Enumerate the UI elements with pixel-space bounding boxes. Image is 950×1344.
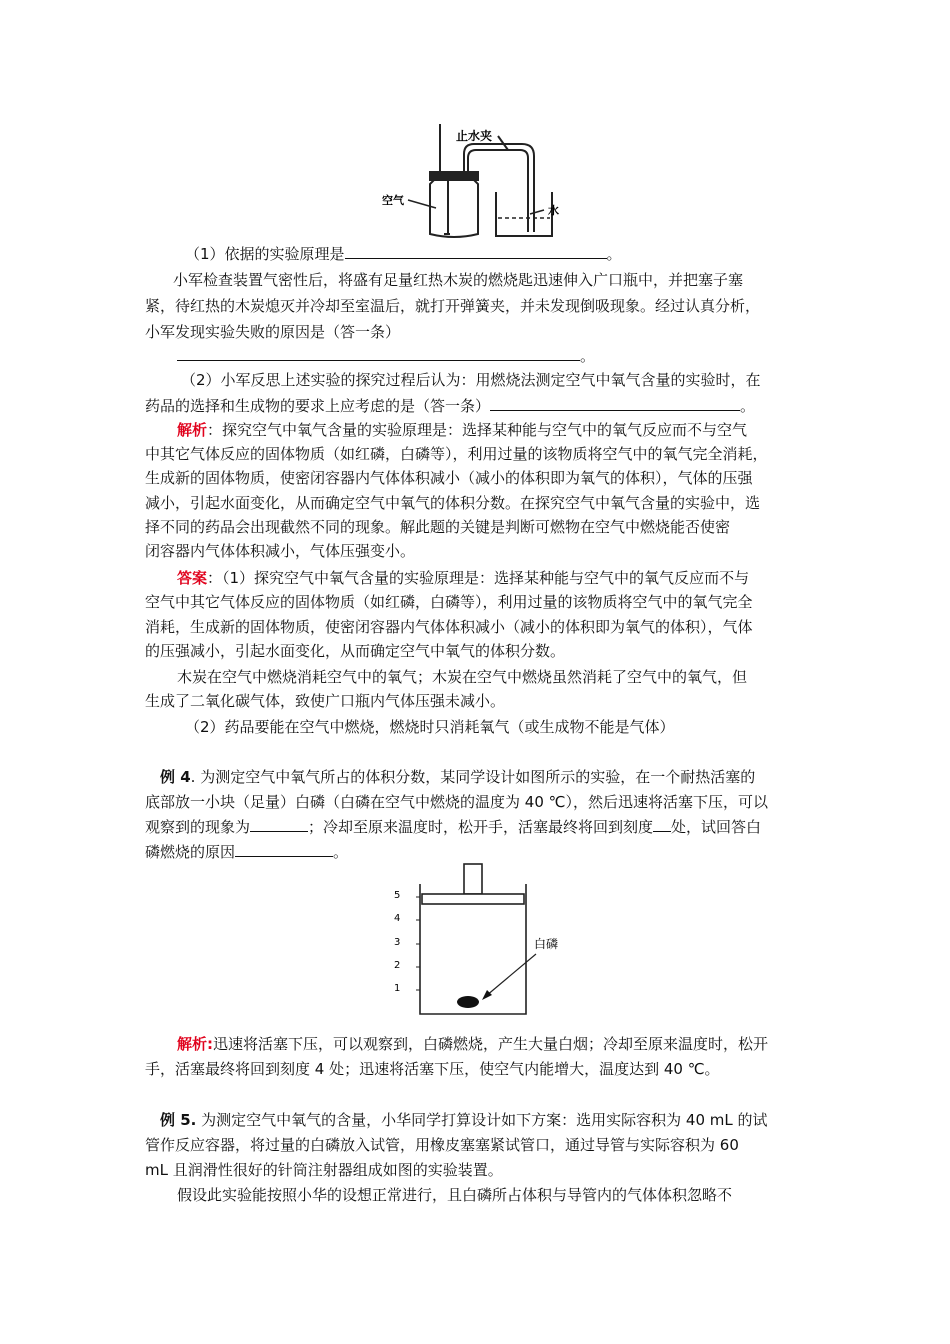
analysis2-line1: 解析:迅速将活塞下压，可以观察到，白磷燃烧，产生大量白烟；冷却至原来温度时，松开 [177,1035,769,1053]
analysis1-line5: 择不同的药品会出现截然不同的现象。解此题的关键是判断可燃物在空气中燃烧能否使密 [145,518,731,536]
q1-line1: （1）依据的实验原理是 。 [185,242,622,266]
analysis1-line2: 中其它气体反应的固体物质（如红磷，白磷等），利用过量的该物质将空气中的氧气完全消耗， [145,445,768,463]
q1-blank-line: 。 [177,344,595,368]
analysis1-line4: 减小，引起水面变化，从而确定空气中氧气的体积分数。在探究空气中氧气含量的实验中，选 [145,494,761,512]
piston-figure-lines [420,864,526,1014]
q2-line2: 药品的选择和生成物的要求上应考虑的是（答一条） 。 [145,394,755,418]
water-pointer [530,210,544,214]
answer1-line3: 消耗，生成新的固体物质，使密闭容器内气体体积减小（减小的体积即为氧气的体积），气体 [145,618,753,636]
example5-line3: mL 且润滑性很好的针筒注射器组成如图的实验装置。 [145,1161,503,1179]
analysis2-line2: 手，活塞最终将回到刻度 4 处；迅速将活塞下压，使空气内能增大，温度达到 40 ℃。 [145,1060,720,1078]
answer1-line4: 的压强减小，引起水面变化，从而确定空气中氧气的体积分数。 [145,642,566,660]
q1-para-line2: 紧，待红热的木炭熄灭并冷却至室温后，就打开弹簧夹，并未发现倒吸现象。经过认真分析， [145,297,761,315]
scale-2: 2 [394,960,401,971]
example4-line4: 磷燃烧的原因 。 [145,840,348,864]
example4-label: 例 4 [160,768,191,786]
answer1-line2: 空气中其它气体反应的固体物质（如红磷，白磷等），利用过量的该物质将空气中的氧气完全 [145,593,753,611]
example4-line3: 观察到的现象为 ；冷却至原来温度时，松开手，活塞最终将回到刻度 处，试回答白 [145,815,761,839]
answer-blank-1[interactable] [345,242,607,259]
scale-1: 1 [394,983,401,994]
analysis2-label: 解析: [177,1035,213,1053]
q1-para-line1: 小军检查装置气密性后，将盛有足量红热木炭的燃烧匙迅速伸入广口瓶中，并把塞子塞 [173,271,744,289]
answer-blank-2[interactable] [177,344,580,361]
example5-line2: 管作反应容器，将过量的白磷放入试管，用橡皮塞塞紧试管口，通过导管与实际容积为 60 [145,1136,739,1154]
analysis1-line1: 解析：探究空气中氧气含量的实验原理是：选择某种能与空气中的氧气反应而不与空气 [177,421,748,439]
answer1-line7: （2）药品要能在空气中燃烧，燃烧时只消耗氧气（或生成物不能是气体） [185,718,675,736]
answer-blank-6[interactable] [235,840,333,857]
white-phosphorus-lump [457,996,479,1008]
scale-4: 4 [394,913,401,924]
example5-line4: 假设此实验能按照小华的设想正常进行，且白磷所占体积与导管内的气体体积忽略不 [177,1186,733,1204]
air-pointer [408,200,436,208]
answer1-label: 答案 [177,569,208,587]
scale-5: 5 [394,890,401,901]
answer1-line1: 答案：（1）探究空气中氧气含量的实验原理是：选择某种能与空气中的氧气反应而不与 [177,569,750,587]
clip-label: 止水夹 [456,129,493,143]
answer-blank-4[interactable] [250,815,308,832]
analysis1-label: 解析 [177,421,208,439]
q2-line1: （2）小军反思上述实验的探究过程后认为：用燃烧法测定空气中氧气含量的实验时，在 [181,371,761,389]
white-phosphorus-label: 白磷 [534,937,559,951]
example4-line1: 例 4. 为测定空气中氧气所占的体积分数，某同学设计如图所示的实验，在一个耐热活塞的 [160,768,756,786]
q1-para-line3: 小军发现实验失败的原因是（答一条） [145,323,401,341]
analysis1-line6: 闭容器内气体体积减小，气体压强变小。 [145,542,416,560]
piston-figure [386,862,576,1022]
example4-line2: 底部放一小块（足量）白磷（白磷在空气中燃烧的温度为 40 ℃），然后迅速将活塞下压，可以 [145,793,768,811]
apparatus-figure-1 [380,122,570,244]
analysis1-line3: 生成新的固体物质，使密闭容器内气体体积减小（减小的体积即为氧气的体积），气体的压强 [145,469,753,487]
scale-3: 3 [394,937,401,948]
answer-blank-3[interactable] [490,394,740,411]
example5-line1: 例 5. 为测定空气中氧气的含量，小华同学打算设计如下方案：选用实际容积为 40 mL 的试 [160,1111,768,1129]
answer1-line5: 木炭在空气中燃烧消耗空气中的氧气；木炭在空气中燃烧虽然消耗了空气中的氧气，但 [177,668,748,686]
answer-blank-5[interactable] [653,815,671,832]
air-label: 空气 [382,194,404,207]
water-label: 水 [548,204,559,217]
example5-label: 例 5. [160,1111,197,1129]
phosphorus-pointer [486,954,536,996]
answer1-line6: 生成了二氧化碳气体，致使广口瓶内气体压强未减小。 [145,692,506,710]
